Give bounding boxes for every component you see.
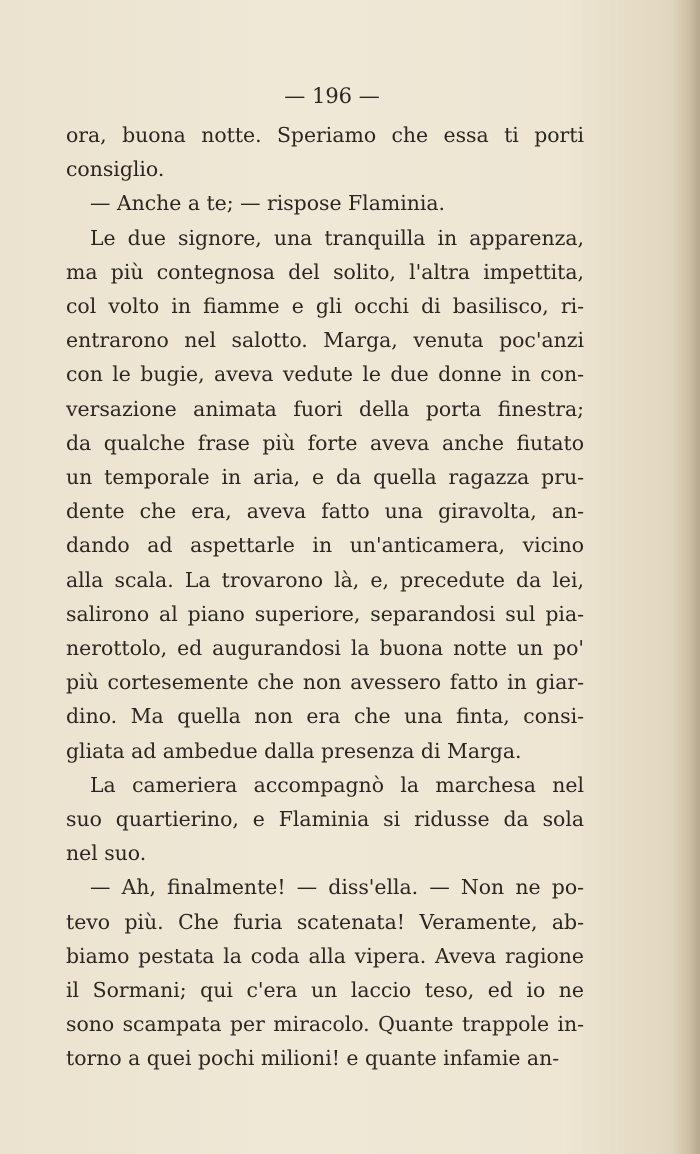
text-line: tevo più. Che furia scatenata! Veramente, ab- <box>66 909 584 934</box>
paragraph <box>66 870 584 1075</box>
text-line: alla scala. La trovarono là, e, precedute da lei, <box>66 567 584 592</box>
text-line: entrarono nel salotto. Marga, venuta poc'anzi <box>66 328 584 353</box>
text-line: dando ad aspettarle in un'anticamera, vicino <box>66 533 584 558</box>
text-line: ora, buona notte. Speriamo che essa ti porti <box>66 123 584 147</box>
paragraph <box>66 221 584 768</box>
text-line: biamo pestata la coda alla vipera. Aveva ragione <box>66 943 584 968</box>
text-line: dino. Ma quella non era che una finta, consi- <box>66 704 584 729</box>
text-line: con le bugie, aveva vedute le due donne in con- <box>66 362 584 387</box>
text-line: versazione animata fuori della porta finestra; <box>66 396 584 421</box>
text-line: il Sormani; qui c'era un laccio teso, ed io ne <box>66 978 584 1003</box>
text-line: Le due signore, una tranquilla in apparenza, <box>90 225 584 250</box>
text-line: più cortesemente che non avessero fatto in giar- <box>66 670 584 695</box>
text-line: sono scampata per miracolo. Quante trappole in- <box>66 1012 584 1037</box>
text-line: nerottolo, ed augurandosi la buona notte un po' <box>66 636 584 661</box>
page-number: — 196 — <box>284 84 380 108</box>
body-text <box>66 118 584 1076</box>
text-line: salirono al piano superiore, separandosi sul pia- <box>66 601 584 626</box>
text-line: gliata ad ambedue dalla presenza di Marga. <box>66 738 522 763</box>
paragraph <box>66 186 584 220</box>
text-line: da qualche frase più forte aveva anche fiutato <box>66 430 584 455</box>
text-line: col volto in fiamme e gli occhi di basilisco, ri- <box>66 294 584 319</box>
text-line: — Ah, finalmente! — diss'ella. — Non ne po- <box>90 875 584 900</box>
paragraph <box>66 118 584 186</box>
text-line: La cameriera accompagnò la marchesa nel <box>90 772 584 797</box>
text-line: torno a quei pochi milioni! e quante infamie an- <box>66 1046 560 1071</box>
text-line: ma più contegnosa del solito, l'altra impettita, <box>66 259 584 284</box>
text-line: nel suo. <box>66 841 147 866</box>
text-line: dente che era, aveva fatto una giravolta, an- <box>66 499 584 524</box>
text-line: consiglio. <box>66 157 165 182</box>
text-line: un temporale in aria, e da quella ragazza pru- <box>66 465 584 490</box>
text-line: suo quartierino, e Flaminia si ridusse da sola <box>66 807 584 832</box>
paragraph <box>66 768 584 871</box>
page-edge-shadow <box>672 0 700 1154</box>
text-line: — Anche a te; — rispose Flaminia. <box>90 191 446 216</box>
